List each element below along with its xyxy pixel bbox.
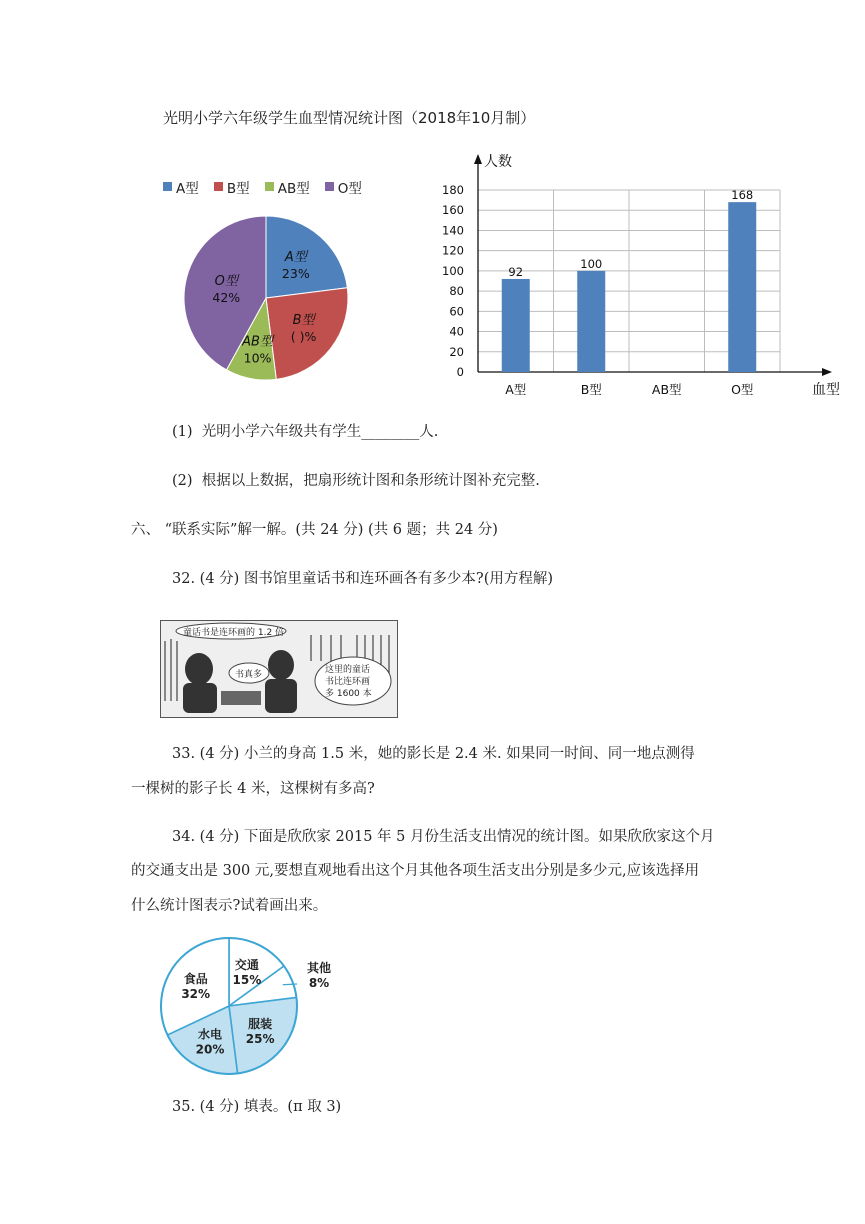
question-1-number: (1)	[172, 424, 193, 440]
y-tick-label: 180	[442, 183, 464, 197]
library-comic-image	[160, 620, 398, 718]
comic-drawing	[161, 621, 397, 717]
x-tick-label: O型	[731, 382, 754, 397]
expense-label-other: 其他	[306, 961, 332, 975]
expense-value-utilities: 20%	[195, 1042, 225, 1057]
x-tick-label: A型	[505, 382, 527, 397]
legend-item-a	[163, 177, 199, 197]
pie-slice-label-ab: AB型	[242, 334, 273, 350]
legend-swatch-a	[163, 182, 172, 191]
legend-label-a: A型	[176, 180, 199, 197]
legend-item-b	[214, 177, 250, 197]
chart-title: 光明小学六年级学生血型情况统计图（2018年10月制）	[163, 109, 536, 127]
question-32: 32. (4 分) 图书馆里童话书和连环画各有多少本?(用方程解)	[172, 571, 554, 587]
blood-type-pie-chart	[180, 212, 360, 392]
expense-label-utilities: 水电	[197, 1027, 223, 1042]
expense-leader-line	[283, 984, 297, 985]
y-tick-label: 120	[442, 243, 464, 258]
legend-swatch-o	[325, 182, 334, 191]
expense-label-clothing: 服装	[248, 1017, 273, 1032]
y-tick-label: 0	[456, 365, 464, 379]
y-tick-label: 160	[442, 203, 464, 218]
pie-slice-value-ab: 10%	[243, 350, 272, 366]
pie-legend	[163, 176, 372, 197]
bar-3	[728, 202, 756, 372]
bar-0	[502, 279, 530, 372]
legend-label-ab: AB型	[277, 180, 310, 197]
comic-bubble-3-line-3: 多 1600 本	[325, 689, 372, 699]
legend-label-o: O型	[337, 180, 362, 197]
pie-slice-value-o: 42%	[212, 289, 241, 305]
comic-bubble-3-line-1: 这里的童话	[325, 665, 371, 675]
y-tick-label: 140	[442, 223, 464, 238]
comic-bubble-1: 童话书是连环画的 1.2 倍	[183, 628, 285, 638]
expense-value-other: 8%	[308, 976, 330, 990]
blood-type-bar-chart	[420, 148, 860, 410]
x-tick-label: AB型	[651, 382, 682, 397]
expense-label-traffic: 交通	[234, 957, 259, 972]
question-2	[172, 471, 540, 491]
expense-value-traffic: 15%	[232, 972, 262, 987]
question-35: 35. (4 分) 填表。(π 取 3)	[172, 1099, 342, 1115]
x-axis-label: 血型	[812, 382, 840, 398]
y-axis-arrow-icon	[474, 154, 482, 164]
expense-value-food: 32%	[181, 986, 211, 1001]
y-tick-label: 40	[449, 324, 464, 339]
pie-slice-value-b: ( )%	[290, 329, 317, 345]
y-tick-label: 100	[442, 263, 464, 278]
y-axis-label: 人数	[484, 154, 512, 170]
question-34-line-3: 什么统计图表示?试着画出来。	[131, 898, 328, 914]
question-2-number: (2)	[172, 473, 193, 489]
legend-item-o	[325, 177, 362, 197]
question-34-line-1: 34. (4 分) 下面是欣欣家 2015 年 5 月份生活支出情况的统计图。如果欣欣家这个月	[172, 829, 715, 845]
legend-swatch-ab	[265, 182, 274, 191]
bar-value-label: 100	[580, 256, 603, 271]
legend-item-ab	[265, 177, 310, 197]
bar-value-label: 92	[508, 264, 524, 279]
question-33-line-2: 一棵树的影子长 4 米，这棵树有多高?	[131, 781, 375, 797]
pie-slice-label-o: O型	[214, 273, 238, 289]
pie-slice-label-b: B型	[292, 313, 315, 329]
y-tick-label: 60	[449, 304, 464, 319]
y-tick-label: 80	[449, 284, 464, 299]
question-2-text: 根据以上数据，把扇形统计图和条形统计图补充完整.	[201, 473, 540, 489]
expense-pie-chart	[155, 932, 365, 1078]
comic-bubble-3-line-2: 书比连环画	[325, 677, 371, 687]
y-tick-label: 20	[449, 344, 464, 359]
bar-value-label: 168	[731, 188, 754, 203]
question-1	[172, 422, 438, 442]
expense-label-food: 食品	[183, 971, 208, 986]
question-34-line-2: 的交通支出是 300 元,要想直观地看出这个月其他各项生活支出分别是多少元,应该选择用	[131, 863, 700, 879]
expense-value-clothing: 25%	[245, 1032, 275, 1047]
pie-slice-label-a: A型	[284, 250, 307, 266]
bar-1	[577, 271, 605, 372]
pie-slice-value-a: 23%	[281, 266, 310, 282]
comic-bubble-2: 书真多	[235, 670, 263, 680]
x-tick-label: B型	[580, 382, 602, 397]
legend-swatch-b	[214, 182, 223, 191]
question-33-line-1: 33. (4 分) 小兰的身高 1.5 米，她的影长是 2.4 米. 如果同一时间、同一地点测得	[172, 746, 695, 762]
x-axis-arrow-icon	[822, 368, 832, 376]
question-1-text: 光明小学六年级共有学生________人.	[201, 424, 439, 440]
legend-label-b: B型	[226, 180, 250, 197]
section-6-heading: 六、 “联系实际”解一解。(共 24 分) (共 6 题；共 24 分)	[131, 522, 498, 538]
